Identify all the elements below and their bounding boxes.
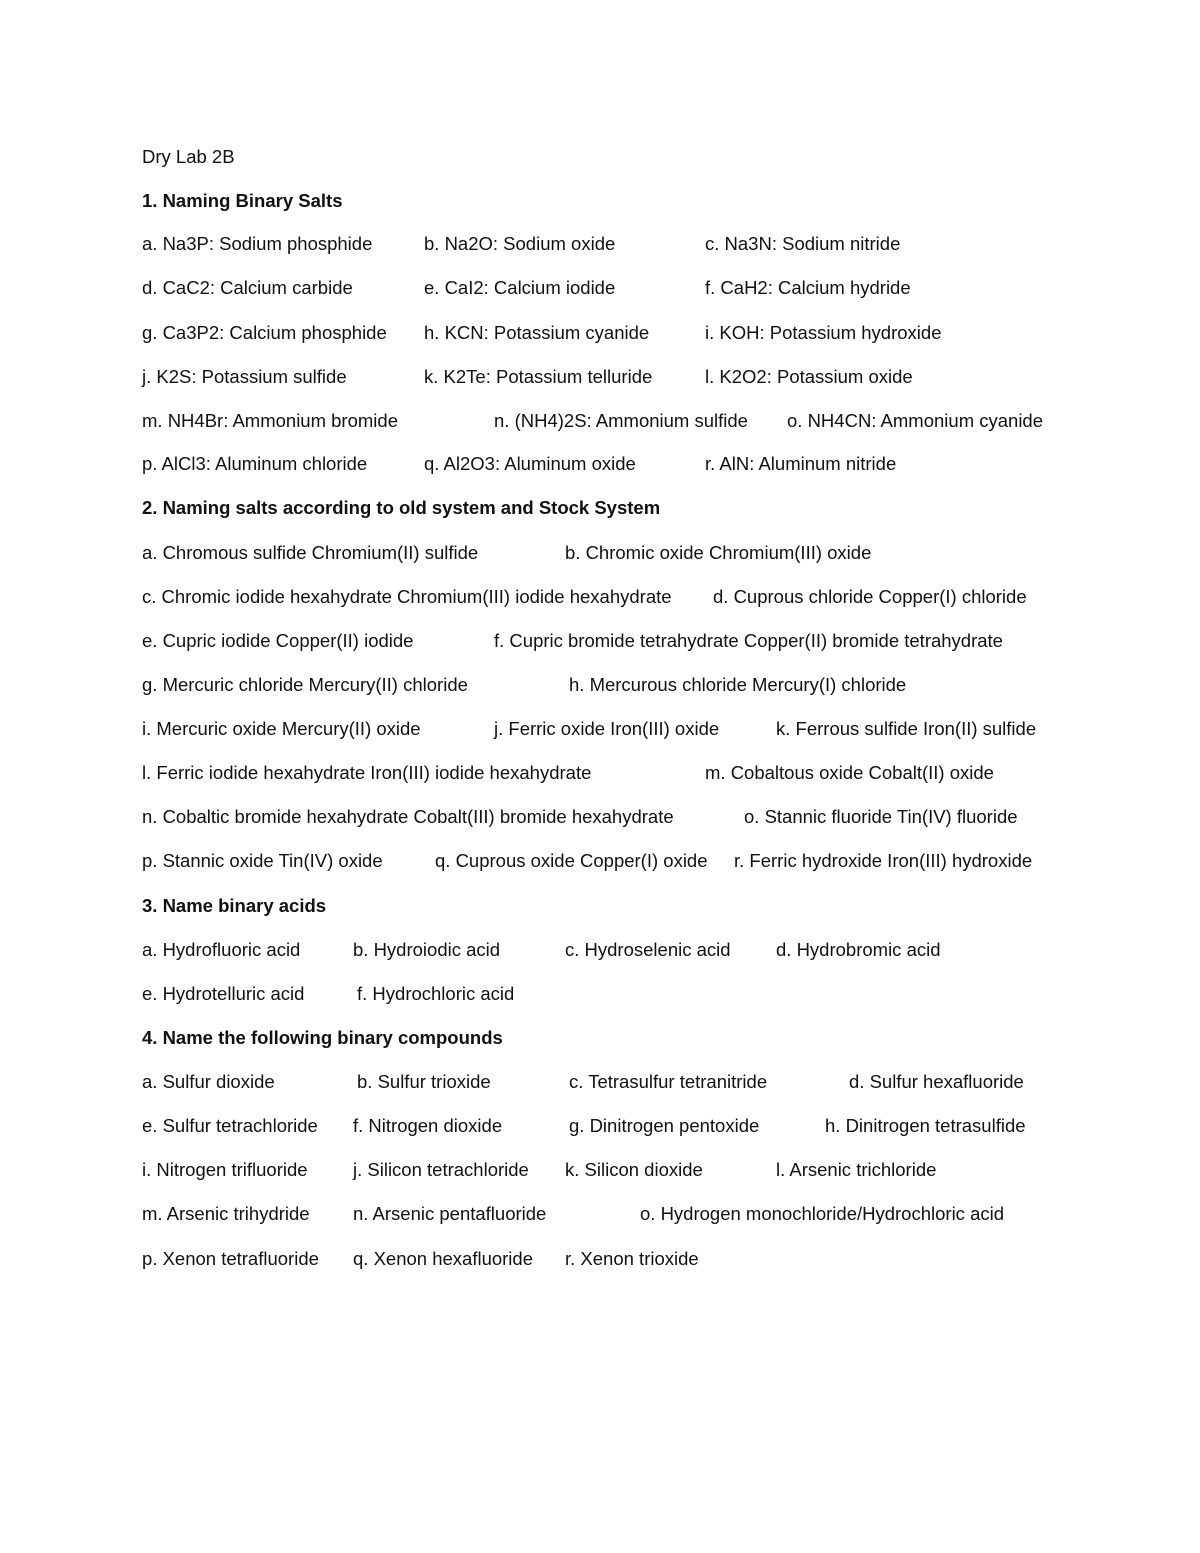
list-item: r. Ferric hydroxide Iron(III) hydroxide: [734, 850, 1033, 871]
list-item: e. Hydrotelluric acid: [142, 983, 305, 1004]
list-item: m. NH4Br: Ammonium bromide: [142, 410, 398, 431]
section-1-row: [0, 318, 1200, 348]
list-item: d. Hydrobromic acid: [776, 939, 941, 960]
section-3-heading-line: [0, 891, 1200, 921]
list-item: l. K2O2: Potassium oxide: [705, 366, 913, 387]
section-3-row: [0, 979, 1200, 1009]
list-item: g. Mercuric chloride Mercury(II) chloride: [142, 674, 468, 695]
list-item: q. Cuprous oxide Copper(I) oxide: [435, 850, 708, 871]
list-item: k. K2Te: Potassium telluride: [424, 366, 653, 387]
section-4-row: [0, 1155, 1200, 1185]
list-item: c. Tetrasulfur tetranitride: [569, 1071, 768, 1092]
list-item: k. Ferrous sulfide Iron(II) sulfide: [776, 718, 1037, 739]
list-item: b. Hydroiodic acid: [353, 939, 501, 960]
list-item: r. Xenon trioxide: [565, 1248, 699, 1269]
section-heading: 2. Naming salts according to old system and Stock System: [142, 497, 661, 518]
section-4-row: [0, 1111, 1200, 1141]
list-item: f. Cupric bromide tetrahydrate Copper(II) bromide tetrahydrate: [494, 630, 1003, 651]
list-item: p. Stannic oxide Tin(IV) oxide: [142, 850, 383, 871]
list-item: a. Hydrofluoric acid: [142, 939, 301, 960]
list-item: i. KOH: Potassium hydroxide: [705, 322, 942, 343]
section-2-row: [0, 582, 1200, 612]
list-item: i. Mercuric oxide Mercury(II) oxide: [142, 718, 421, 739]
section-4-row: [0, 1244, 1200, 1274]
section-4-row: [0, 1199, 1200, 1229]
section-2-row: [0, 714, 1200, 744]
list-item: g. Ca3P2: Calcium phosphide: [142, 322, 387, 343]
list-item: l. Arsenic trichloride: [776, 1159, 937, 1180]
list-item: a. Na3P: Sodium phosphide: [142, 233, 373, 254]
list-item: p. AlCl3: Aluminum chloride: [142, 453, 368, 474]
list-item: a. Chromous sulfide Chromium(II) sulfide: [142, 542, 479, 563]
section-3-row: [0, 935, 1200, 965]
section-1-row: [0, 273, 1200, 303]
document-title-line: [0, 142, 1200, 172]
section-1-row: [0, 406, 1200, 436]
list-item: c. Hydroselenic acid: [565, 939, 731, 960]
list-item: j. Ferric oxide Iron(III) oxide: [494, 718, 720, 739]
list-item: b. Na2O: Sodium oxide: [424, 233, 616, 254]
list-item: p. Xenon tetrafluoride: [142, 1248, 319, 1269]
list-item: c. Na3N: Sodium nitride: [705, 233, 901, 254]
list-item: f. CaH2: Calcium hydride: [705, 277, 911, 298]
list-item: d. Sulfur hexafluoride: [849, 1071, 1024, 1092]
list-item: i. Nitrogen trifluoride: [142, 1159, 308, 1180]
list-item: h. Dinitrogen tetrasulfide: [825, 1115, 1026, 1136]
list-item: e. Sulfur tetrachloride: [142, 1115, 318, 1136]
list-item: b. Sulfur trioxide: [357, 1071, 491, 1092]
list-item: j. Silicon tetrachloride: [353, 1159, 529, 1180]
section-2-row: [0, 670, 1200, 700]
list-item: d. CaC2: Calcium carbide: [142, 277, 353, 298]
list-item: h. Mercurous chloride Mercury(I) chloride: [569, 674, 907, 695]
list-item: l. Ferric iodide hexahydrate Iron(III) iodide hexahydrate: [142, 762, 592, 783]
list-item: e. CaI2: Calcium iodide: [424, 277, 616, 298]
section-2-row: [0, 758, 1200, 788]
list-item: d. Cuprous chloride Copper(I) chloride: [713, 586, 1027, 607]
section-2-row: [0, 846, 1200, 876]
list-item: n. (NH4)2S: Ammonium sulfide: [494, 410, 748, 431]
section-heading: 4. Name the following binary compounds: [142, 1027, 503, 1048]
section-2-row: [0, 802, 1200, 832]
section-4-row: [0, 1067, 1200, 1097]
list-item: q. Al2O3: Aluminum oxide: [424, 453, 636, 474]
list-item: f. Hydrochloric acid: [357, 983, 515, 1004]
list-item: m. Cobaltous oxide Cobalt(II) oxide: [705, 762, 994, 783]
list-item: c. Chromic iodide hexahydrate Chromium(III) iodide hexahydrate: [142, 586, 672, 607]
section-4-heading-line: [0, 1023, 1200, 1053]
section-1-row: [0, 449, 1200, 479]
section-heading: 1. Naming Binary Salts: [142, 190, 343, 211]
list-item: r. AlN: Aluminum nitride: [705, 453, 897, 474]
section-heading: 3. Name binary acids: [142, 895, 327, 916]
section-1-heading-line: [0, 186, 1200, 216]
list-item: m. Arsenic trihydride: [142, 1203, 310, 1224]
list-item: f. Nitrogen dioxide: [353, 1115, 503, 1136]
list-item: n. Arsenic pentafluoride: [353, 1203, 547, 1224]
list-item: h. KCN: Potassium cyanide: [424, 322, 650, 343]
document-title: Dry Lab 2B: [142, 146, 235, 167]
list-item: n. Cobaltic bromide hexahydrate Cobalt(III) bromide hexahydrate: [142, 806, 674, 827]
section-2-heading-line: [0, 493, 1200, 523]
list-item: a. Sulfur dioxide: [142, 1071, 275, 1092]
list-item: b. Chromic oxide Chromium(III) oxide: [565, 542, 872, 563]
list-item: e. Cupric iodide Copper(II) iodide: [142, 630, 414, 651]
section-1-row: [0, 362, 1200, 392]
list-item: j. K2S: Potassium sulfide: [142, 366, 347, 387]
list-item: q. Xenon hexafluoride: [353, 1248, 533, 1269]
list-item: k. Silicon dioxide: [565, 1159, 703, 1180]
section-2-row: [0, 538, 1200, 568]
list-item: o. Hydrogen monochloride/Hydrochloric acid: [640, 1203, 1005, 1224]
section-1-row: [0, 229, 1200, 259]
section-2-row: [0, 626, 1200, 656]
list-item: g. Dinitrogen pentoxide: [569, 1115, 760, 1136]
list-item: o. Stannic fluoride Tin(IV) fluoride: [744, 806, 1018, 827]
list-item: o. NH4CN: Ammonium cyanide: [787, 410, 1044, 431]
